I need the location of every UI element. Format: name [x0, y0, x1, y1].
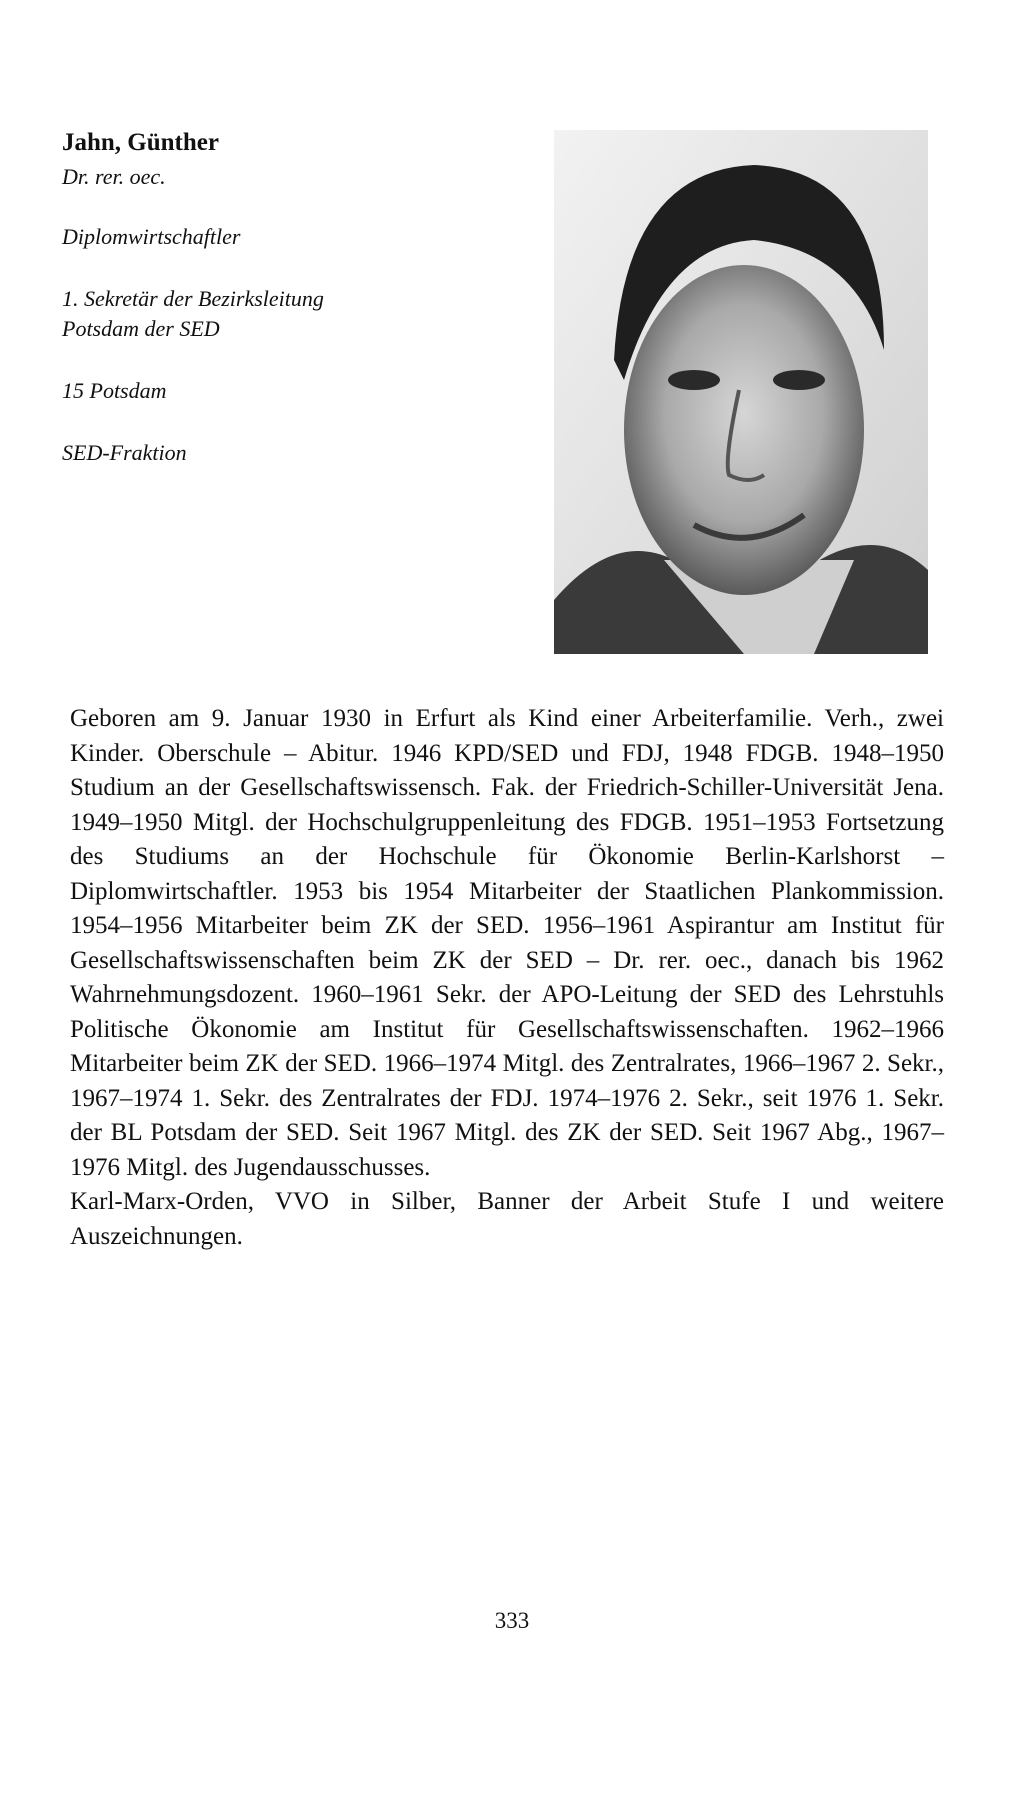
biography-text: Geboren am 9. Januar 1930 in Erfurt als Kind einer Arbeiterfamilie. Verh., zwei Kinder. Oberschule – Abitur. 1946 KPD/SED und FDJ, 1948 FDGB. 1948–1950 Studium an der Gesellschaftswissensch. Fak. der Friedrich-Schiller-Universität Jena. 1949–1950 Mitgl. der Hochschulgruppenleitung des FDGB. 1951–1953 Fortsetzung des Studiums an der Hochschule für Ökonomie Berlin-Karlshorst – Diplomwirtschaftler. 1953 bis 1954 Mitarbeiter der Staatlichen Plankommission. 1954–1956 Mitarbeiter beim ZK der SED. 1956–1961 Aspirantur am Institut für Gesellschaftswissenschaften beim ZK der SED – Dr. rer. oec., danach bis 1962 Wahrnehmungsdozent. 1960–1961 Sekr. der APO-Leitung der SED des Lehrstuhls Politische Ökonomie am Institut für Gesellschaftswissenschaften. 1962–1966 Mitarbeiter beim ZK der SED. 1966–1974 Mitgl. des Zentralrates, 1966–1967 2. Sekr., 1967–1974 1. Sekr. des Zentralrates der FDJ. 1974–1976 2. Sekr., seit 1976 1. Sekr. der BL Potsdam der SED. Seit 1967 Mitgl. des ZK der SED. Seit 1967 Abg., 1967–1976 Mitgl. des Jugendausschusses.	[70, 705, 944, 1181]
faction: SED-Fraktion	[62, 440, 187, 465]
awards-text: Karl-Marx-Orden, VVO in Silber, Banner der Arbeit Stufe I und weitere Auszeichnungen.	[70, 1188, 944, 1250]
profession: Diplomwirtschaftler	[62, 224, 241, 249]
position-line-1: 1. Sekretär der Bezirksleitung	[62, 286, 324, 311]
member-name: Jahn, Günther	[62, 129, 219, 156]
position-line-2: Potsdam der SED	[62, 316, 220, 341]
constituency: 15 Potsdam	[62, 378, 167, 403]
portrait-photo	[554, 130, 928, 654]
portrait-image	[554, 130, 928, 654]
academic-degree: Dr. rer. oec.	[62, 164, 166, 189]
page-number: 333	[494, 1608, 530, 1633]
biography	[70, 702, 944, 1254]
member-header	[62, 128, 532, 468]
